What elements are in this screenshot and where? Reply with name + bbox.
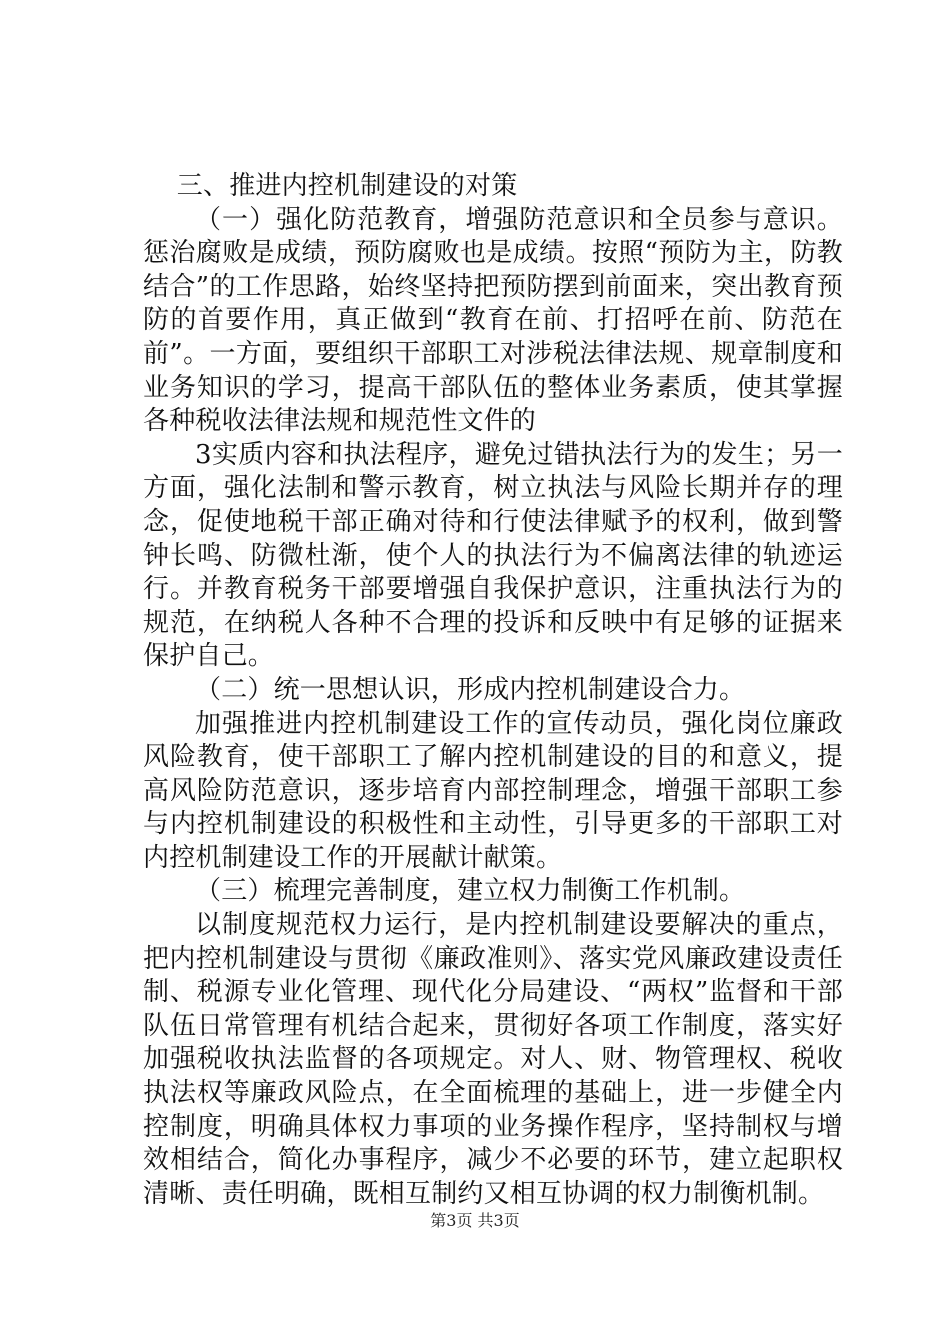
page-footer: 第3页 共3页 xyxy=(430,1211,520,1230)
paragraph-3: 加强推进内控机制建设工作的宣传动员，强化岗位廉政风险教育，使干部职工了解内控机制建设的目的和意义，提高风险防范意识，逐步培育内部控制理念，增强干部职工参与内控机制建设的积极性和主动性，引导更多的干部职工对内控机制建设工作的开展献计献策。 xyxy=(143,708,843,873)
paragraph-1: （一）强化防范教育，增强防范意识和全员参与意识。惩治腐败是成绩，预防腐败也是成绩。按照“预防为主，防教结合”的工作思路，始终坚持把预防摆到前面来，突出教育预防的首要作用，真正做到“教育在前、打招呼在前、防范在前”。一方面，要组织干部职工对涉税法律法规、规章制度和业务知识的学习，提高干部队伍的整体业务素质，使其掌握各种税收法律法规和规范性文件的 xyxy=(143,204,843,437)
subheading-3: （三）梳理完善制度，建立权力制衡工作机制。 xyxy=(195,876,746,907)
paragraph-4: 以制度规范权力运行，是内控机制建设要解决的重点，把内控机制建设与贯彻《廉政准则》、落实党风廉政建设责任制、税源专业化管理、现代化分局建设、“两权”监督和干部队伍日常管理有机结合起来，贯彻好各项工作制度，落实好加强税收执法监督的各项规定。对人、财、物管理权、税收执法权等廉政风险点，在全面梳理的基础上，进一步健全内控制度，明确具体权力事项的业务操作程序，坚持制权与增效相结合，简化办事程序，减少不必要的环节，建立起职权清晰、责任明确，既相互制约又相互协调的权力制衡机制。 xyxy=(143,910,843,1209)
paragraph-2: 3实质内容和执法程序，避免过错执法行为的发生；另一方面，强化法制和警示教育，树立执法与风险长期并存的理念，促使地税干部正确对待和行使法律赋予的权利，做到警钟长鸣、防微杜渐，使个人的执法行为不偏离法律的轨迹运行。并教育税务干部要增强自我保护意识，注重执法行为的规范，在纳税人各种不合理的投诉和反映中有足够的证据来保护自己。 xyxy=(143,439,843,672)
document-body xyxy=(143,170,843,1211)
subheading-2: （二）统一思想认识，形成内控机制建设合力。 xyxy=(195,674,746,705)
section-title: 三、推进内控机制建设的对策 xyxy=(176,171,518,201)
